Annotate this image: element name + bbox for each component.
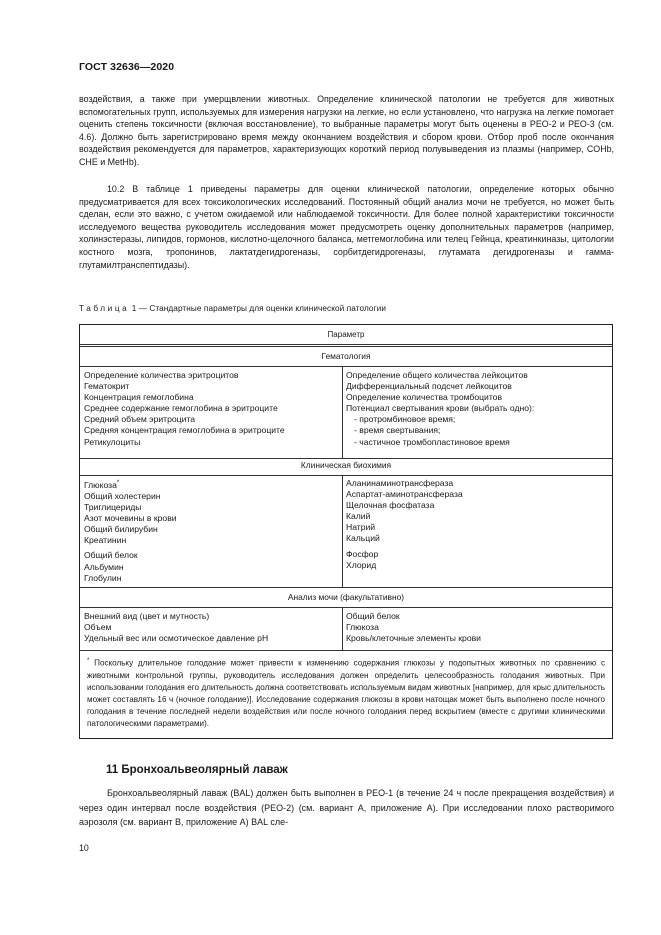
list-item: Щелочная фосфатаза	[346, 500, 435, 511]
list-item: Аланинаминотрансфераза	[346, 478, 454, 488]
footnote-mark: *	[116, 480, 120, 486]
list-item: Кровь/клеточные элементы крови	[346, 633, 481, 644]
list-subitem: - протромбиновое время;	[354, 414, 456, 425]
clinical-pathology-table	[79, 324, 613, 739]
list-item: Среднее содержание гемоглобина в эритроците	[84, 403, 278, 414]
list-item: Общий белок	[84, 550, 138, 561]
list-item: Средний объем эритроцита	[84, 414, 195, 425]
page-number: 10	[79, 843, 89, 853]
paragraph-text: воздействия, а также при умерщвлении животных. Определение клинической патологии не требуется для животных вспомогательных групп, используемых для измерения нагрузки на легкие, но если установлено, что нагрузка на легкие помогает оценить степень токсичности (включая восстановление), то выбранные параметры могут быть оценены в РЕО-2 и РЕО-3 (см. 4.6). Должно быть зарегистрировано время между окончанием воздействия и сбором крови. Отбор проб после окончания воздействия рекомендуется для параметров, характеризующих короткий период полувыведения из плазмы (например, COHb, CHE и MetHb).	[79, 94, 614, 167]
table-footnote	[87, 655, 605, 730]
list-item: Внешний вид (цвет и мутность)	[84, 611, 210, 621]
list-item: Аспартат-аминотрансфераза	[346, 489, 463, 500]
urinalysis-left-list	[84, 611, 268, 644]
list-item: Определение количества эритроцитов	[84, 370, 239, 380]
table-caption-text: — Стандартные параметры для оценки клинической патологии	[138, 304, 387, 313]
list-item: Калий	[346, 511, 371, 522]
hematology-right-list	[346, 370, 534, 448]
column-divider	[342, 366, 343, 458]
list-item: Азот мочевины в крови	[84, 513, 177, 524]
list-item: Хлорид	[346, 559, 377, 570]
divider	[80, 344, 612, 345]
list-item: Определение общего количества лейкоцитов	[346, 370, 528, 380]
list-item: Объем	[84, 622, 112, 633]
list-item: Альбумин	[84, 561, 124, 572]
list-item: Средняя концентрация гемоглобина в эритроците	[84, 425, 285, 436]
paragraph-11	[79, 786, 614, 830]
paragraph-text: 10.2 В таблице 1 приведены параметры для оценки клинической патологии, определение которых обычно предусматривается для всех токсикологических исследований. Постоянный общий анализ мочи не требуется, но может быть сделан, если это важно, с учетом ожидаемой или наблюдаемой токсичности. Для более полной характеристики токсичности исследуемого вещества руководитель исследования может предусмотреть оценку дополнительных параметров (например, холинэстеразы, липидов, гормонов, кислотно-щелочного баланса, метгемоглобина или телец Гейнца, креатинкиназы, цитологии костного мозга, тропонинов, лактатдегидрогеназы, сорбитдегидрогеназы, глутамата дегидрогеназы и гамма-глутамилтранспептидазы).	[79, 184, 614, 270]
list-item: Глобулин	[84, 572, 122, 583]
biochemistry-right-list	[346, 478, 463, 571]
list-item: Гематокрит	[84, 381, 130, 392]
paragraph-continuation	[79, 93, 614, 169]
list-item: Фосфор	[346, 548, 379, 559]
divider	[80, 346, 612, 347]
list-item	[84, 478, 177, 491]
table-caption-number: 1	[131, 304, 137, 313]
list-subitem: - частичное тромбопластиновое время	[354, 436, 510, 447]
table-header-cell: Параметр	[327, 330, 365, 339]
divider	[80, 650, 612, 651]
list-item: Кальций	[346, 533, 380, 544]
divider	[80, 607, 612, 608]
table-caption	[79, 304, 386, 313]
divider	[80, 458, 612, 459]
list-item: Креатинин	[84, 535, 127, 546]
list-item: Общий холестерин	[84, 490, 161, 501]
list-subitem: - время свертывания;	[354, 425, 441, 436]
paragraph-text: Бронхоальвеолярный лаваж (BAL) должен быть выполнен в РЕО-1 (в течение 24 ч после прекращения воздействия) и через один интервал после воздействия (РЕО-2) (см. вариант А, приложение А). При исследовании плохо растворимого аэрозоля (см. вариант В, приложение А) BAL сле-	[79, 788, 614, 828]
section-urinalysis-title: Анализ мочи (факультативно)	[287, 592, 405, 602]
list-item: Потенциал свертывания крови (выбрать одно):	[346, 403, 535, 414]
list-item: Ретикулоциты	[84, 436, 141, 447]
glucose-label: Глюкоза	[84, 479, 117, 490]
section-hematology-title: Гематология	[321, 351, 371, 361]
divider	[80, 366, 612, 367]
column-divider	[342, 475, 343, 587]
document-header: ГОСТ 32636—2020	[79, 61, 175, 73]
list-item: Удельный вес или осмотическое давление рН	[84, 633, 269, 644]
table-caption-prefix: Таблица	[79, 304, 130, 313]
footnote-text: Поскольку длительное голодание может привести к изменению содержания глюкозы у подопытных животных по сравнению с животными контрольной группы, руководитель исследования должен определить целесообразность голодания животных. При использовании голодания его длительность должна соответствовать используемым видам животных [например, для крыс длительность может составлять 16 ч (ночное голодание)]. Исследование содержания глюкозы в крови натощак может быть выполнено после ночного голодания в течение последней недели воздействия или после ночного голодания перед вскрытием (вместе с другими клиническими патологическими параметрами).	[87, 658, 606, 728]
paragraph-10-2	[79, 183, 614, 271]
list-item: Определение количества тромбоцитов	[346, 392, 503, 403]
footnote-mark: *	[87, 658, 90, 664]
urinalysis-right-list	[346, 611, 481, 644]
list-item: Натрий	[346, 522, 376, 533]
column-divider	[342, 607, 343, 650]
list-item: Общий белок	[346, 611, 400, 621]
list-item: Триглицериды	[84, 502, 142, 513]
section-biochemistry-title: Клиническая биохимия	[300, 460, 392, 470]
list-item: Дифференциальный подсчет лейкоцитов	[346, 381, 512, 392]
list-item: Глюкоза	[346, 622, 379, 633]
list-item: Общий билирубин	[84, 524, 158, 535]
divider	[80, 587, 612, 588]
list-item: Концентрация гемоглобина	[84, 392, 194, 403]
divider	[80, 475, 612, 476]
hematology-left-list	[84, 370, 285, 448]
biochemistry-left-list	[84, 478, 177, 584]
section-heading: 11 Бронхоальвеолярный лаваж	[106, 764, 288, 776]
